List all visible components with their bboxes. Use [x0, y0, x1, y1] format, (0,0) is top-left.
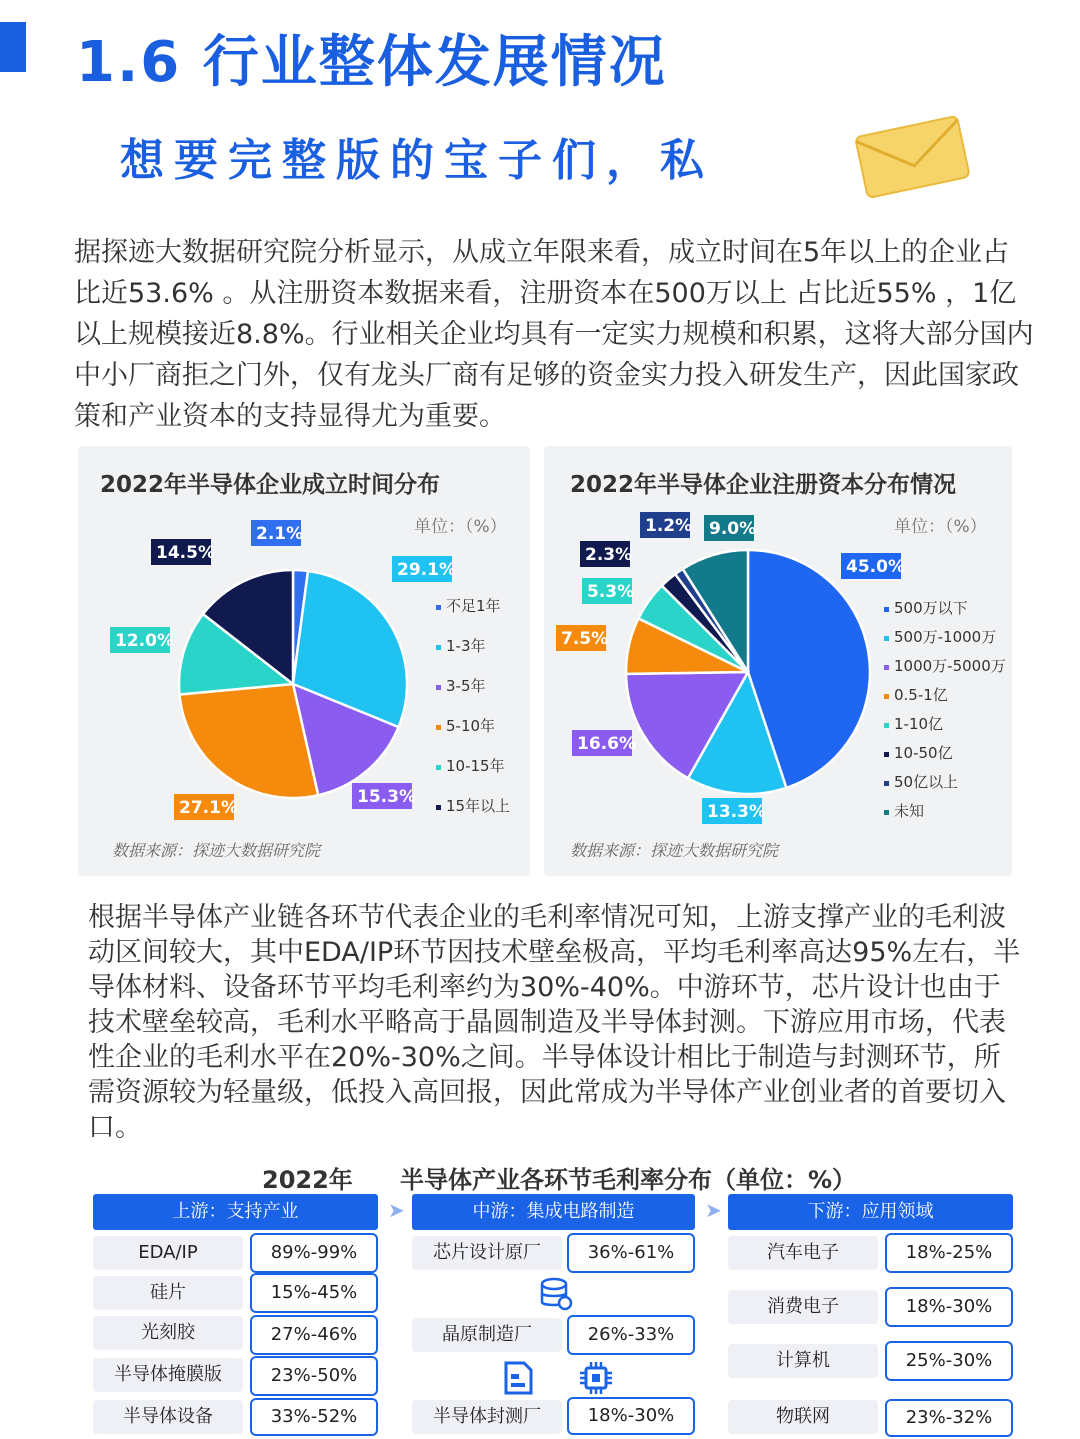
legend-swatch [884, 723, 889, 728]
chart-panel-founding [78, 446, 530, 876]
table-row-value: 23%-50% [250, 1356, 378, 1396]
pie-value-label [572, 730, 636, 756]
legend-swatch [884, 752, 889, 757]
legend-label: 1000万-5000万 [894, 657, 1006, 675]
table-row-value: 18%-30% [567, 1397, 695, 1435]
svg-text:14.5%: 14.5% [156, 543, 215, 563]
svg-text:2.1%: 2.1% [256, 524, 304, 544]
table-row-label: 消费电子 [728, 1290, 878, 1324]
legend-swatch [436, 645, 441, 650]
legend-label: 不足1年 [446, 597, 501, 615]
svg-text:7.5%: 7.5% [561, 629, 609, 649]
table-row-value: 18%-25% [885, 1233, 1013, 1273]
legend-swatch [884, 607, 889, 612]
svg-text:13.3%: 13.3% [707, 802, 766, 822]
pie-value-label [352, 783, 416, 809]
chart-unit: 单位：（%） [414, 517, 507, 537]
table-row-value: 27%-46% [250, 1315, 378, 1355]
pie-value-label [841, 553, 905, 579]
legend-swatch [436, 685, 441, 690]
pie-value-label [580, 541, 632, 567]
svg-text:29.1%: 29.1% [397, 560, 456, 580]
pie-chart-founding [78, 446, 530, 876]
pie-value-label [704, 515, 756, 541]
table-row-value: 23%-32% [885, 1399, 1013, 1437]
pie-value-label [110, 627, 174, 653]
svg-text:16.6%: 16.6% [577, 734, 636, 754]
pie-chart-capital [544, 446, 1012, 876]
database-icon [538, 1276, 574, 1312]
legend-label: 500万以下 [894, 599, 968, 617]
chevron-right-icon: ➤ [388, 1198, 405, 1222]
svg-text:15.3%: 15.3% [357, 787, 416, 807]
legend-label: 3-5年 [446, 677, 486, 695]
pie-value-label [251, 520, 303, 546]
page-title: 1.6 行业整体发展情况 [76, 30, 667, 95]
pie-value-label [392, 556, 456, 582]
upstream-header: 上游：支持产业 [93, 1194, 378, 1230]
table-row-label: 半导体掩膜版 [93, 1358, 243, 1392]
document-icon [500, 1360, 536, 1396]
legend-label: 15年以上 [446, 797, 511, 815]
legend-label: 500万-1000万 [894, 628, 997, 646]
svg-text:12.0%: 12.0% [115, 631, 174, 651]
table-row-value: 15%-45% [250, 1273, 378, 1313]
table-row-label: 光刻胶 [93, 1316, 243, 1350]
table-row-value: 18%-30% [885, 1287, 1013, 1327]
pie-value-label [702, 798, 766, 824]
legend-label: 50亿以上 [894, 773, 959, 791]
legend-label: 5-10年 [446, 717, 496, 735]
pie-value-label [174, 794, 238, 820]
midstream-header: 中游：集成电路制造 [412, 1194, 695, 1230]
chip-icon [578, 1360, 614, 1396]
table-row-label: 芯片设计原厂 [412, 1236, 562, 1270]
table-row-value: 25%-30% [885, 1341, 1013, 1381]
pie-slice [179, 684, 318, 798]
legend-swatch [436, 805, 441, 810]
chart-title: 2022年半导体企业注册资本分布情况 [570, 472, 957, 498]
legend-swatch [884, 781, 889, 786]
legend-swatch [436, 605, 441, 610]
table-row-label: 半导体封测厂 [412, 1400, 562, 1434]
pie-value-label [640, 512, 692, 538]
table-row-value: 33%-52% [250, 1398, 378, 1436]
legend-swatch [884, 665, 889, 670]
legend-swatch [884, 636, 889, 641]
table-row-value: 89%-99% [250, 1233, 378, 1273]
legend-label: 未知 [894, 802, 925, 820]
chart-source: 数据来源：探迹大数据研究院 [112, 841, 321, 860]
table-row-label: 计算机 [728, 1344, 878, 1378]
svg-text:5.3%: 5.3% [587, 582, 635, 602]
legend-label: 1-10亿 [894, 715, 944, 733]
legend-label: 10-15年 [446, 757, 505, 775]
legend-label: 0.5-1亿 [894, 686, 948, 704]
svg-text:45.0%: 45.0% [846, 557, 905, 577]
envelope-icon [852, 110, 972, 200]
legend-swatch [436, 725, 441, 730]
table-row-label: 物联网 [728, 1400, 878, 1434]
chart-source: 数据来源：探迹大数据研究院 [570, 841, 779, 860]
table-row-value: 26%-33% [567, 1315, 695, 1355]
page-subtitle: 想要完整版的宝子们，私 [120, 135, 714, 186]
table-row-label: 硅片 [93, 1276, 243, 1310]
chart-panel-capital [544, 446, 1012, 876]
legend-swatch [884, 694, 889, 699]
svg-text:2.3%: 2.3% [585, 545, 633, 565]
pie-value-label [556, 625, 608, 651]
title-accent-bar [0, 22, 26, 72]
pie-value-label [582, 578, 634, 604]
chart-title: 2022年半导体企业成立时间分布 [100, 472, 441, 498]
legend-swatch [884, 810, 889, 815]
legend-swatch [436, 765, 441, 770]
svg-text:9.0%: 9.0% [709, 519, 757, 539]
table-row-label: EDA/IP [93, 1236, 243, 1270]
downstream-header: 下游：应用领域 [728, 1194, 1013, 1230]
table-row-label: 半导体设备 [93, 1400, 243, 1434]
chevron-right-icon: ➤ [705, 1198, 722, 1222]
table-row-value: 36%-61% [567, 1233, 695, 1273]
svg-text:1.2%: 1.2% [645, 516, 693, 536]
analysis-paragraph: 根据半导体产业链各环节代表企业的毛利率情况可知，上游支撑产业的毛利波动区间较大，其中EDA/IP环节因技术壁垒极高，平均毛利率高达95%左右，半导体材料、设备环节平均毛利率约为30%-40%。中游环节，芯片设计也由于技术壁垒较高，毛利水平略高于晶圆制造及半导体封测。下游应用市场，代表性企业的毛利水平在20%-30%之间。半导体设计相比于制造与封测环节，所需资源较为轻量级，低投入高回报，因此常成为半导体产业创业者的首要切入口。 [88, 902, 1021, 1143]
legend-label: 10-50亿 [894, 744, 953, 762]
pie-value-label [151, 539, 215, 565]
table-title: 半导体产业各环节毛利率分布（单位：%） [400, 1166, 857, 1194]
table-row-label: 晶原制造厂 [412, 1318, 562, 1352]
chart-unit: 单位：（%） [894, 517, 987, 537]
svg-text:27.1%: 27.1% [179, 798, 238, 818]
table-year: 2022年 [262, 1166, 353, 1194]
intro-paragraph: 据探迹大数据研究院分析显示，从成立年限来看，成立时间在5年以上的企业占比近53.6% 。从注册资本数据来看，注册资本在500万以上 占比近55% ，1亿以上规模接近8.8%。行业相关企业均具有一定实力规模和积累，这将大部分国内中小厂商拒之门外，仅有龙头厂商有足够的资金实力投入研发生产，因此国家政策和产业资本的支持显得尤为重要。 [74, 237, 1034, 432]
table-row-label: 汽车电子 [728, 1236, 878, 1270]
legend-label: 1-3年 [446, 637, 486, 655]
